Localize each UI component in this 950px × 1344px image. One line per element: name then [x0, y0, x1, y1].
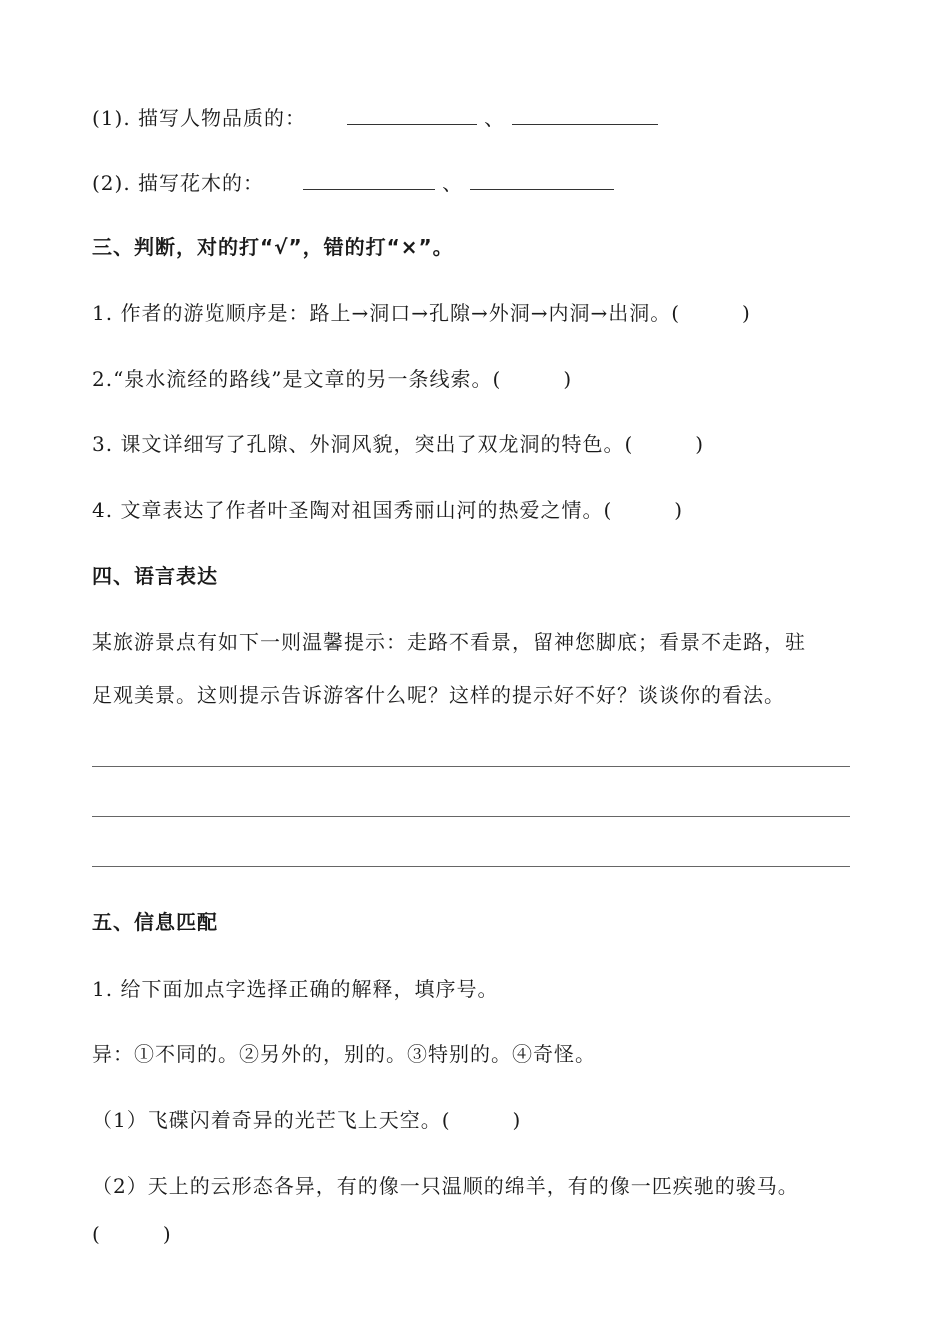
answer-blank[interactable]: [512, 106, 658, 125]
fill-item-2-label: (2). 描写花木的：: [92, 171, 265, 195]
judge-item-3: [92, 430, 704, 458]
close-paren: ): [674, 498, 684, 522]
judge-item-text: 1. 作者的游览顺序是：路上→洞口→孔隙→外洞→内洞→出洞。(: [92, 301, 681, 325]
section-5-title: 五、信息匹配: [92, 910, 218, 934]
match-item-1: [92, 1106, 521, 1134]
answer-line[interactable]: [92, 866, 850, 867]
answer-line[interactable]: [92, 816, 850, 817]
fill-item-1-label: (1). 描写人物品质的：: [92, 106, 307, 130]
close-paren: ): [512, 1108, 522, 1132]
judge-item-2: [92, 365, 572, 393]
separator: 、: [484, 106, 506, 130]
answer-blank[interactable]: [470, 171, 614, 190]
answer-blank[interactable]: [347, 106, 477, 125]
answer-line[interactable]: [92, 766, 850, 767]
definitions-line: 异：①不同的。②另外的，别的。③特别的。④奇怪。: [92, 1042, 596, 1066]
judge-item-1: [92, 299, 751, 327]
open-paren: (: [92, 1222, 101, 1246]
judge-item-text: 4. 文章表达了作者叶圣陶对祖国秀丽山河的热爱之情。(: [92, 498, 613, 522]
separator: 、: [442, 171, 464, 195]
match-item-2-answer: [92, 1220, 172, 1248]
section-4-title: 四、语言表达: [92, 564, 218, 588]
judge-item-text: 2.“泉水流经的路线”是文章的另一条线索。(: [92, 367, 502, 391]
judge-item-text: 3. 课文详细写了孔隙、外洞风貌，突出了双龙洞的特色。(: [92, 432, 634, 456]
close-paren: ): [742, 301, 751, 325]
section-4-prompt-line-1: 某旅游景点有如下一则温馨提示：走路不看景，留神您脚底；看景不走路，驻: [92, 630, 806, 654]
match-item-2: （2）天上的云形态各异，有的像一只温顺的绵羊，有的像一匹疾驰的骏马。: [92, 1174, 799, 1198]
fill-item-1: [92, 104, 658, 132]
close-paren: ): [162, 1222, 172, 1246]
section-3-title: 三、判断，对的打“√”，错的打“×”。: [92, 235, 454, 259]
section-4-prompt-line-2: 足观美景。这则提示告诉游客什么呢？这样的提示好不好？谈谈你的看法。: [92, 683, 785, 707]
judge-item-4: [92, 496, 683, 524]
close-paren: ): [695, 432, 705, 456]
fill-item-2: [92, 169, 614, 197]
close-paren: ): [563, 367, 573, 391]
section-5-instruction: 1. 给下面加点字选择正确的解释，填序号。: [92, 977, 499, 1001]
answer-blank[interactable]: [303, 171, 435, 190]
match-item-text: （1）飞碟闪着奇异的光芒飞上天空。(: [92, 1108, 451, 1132]
